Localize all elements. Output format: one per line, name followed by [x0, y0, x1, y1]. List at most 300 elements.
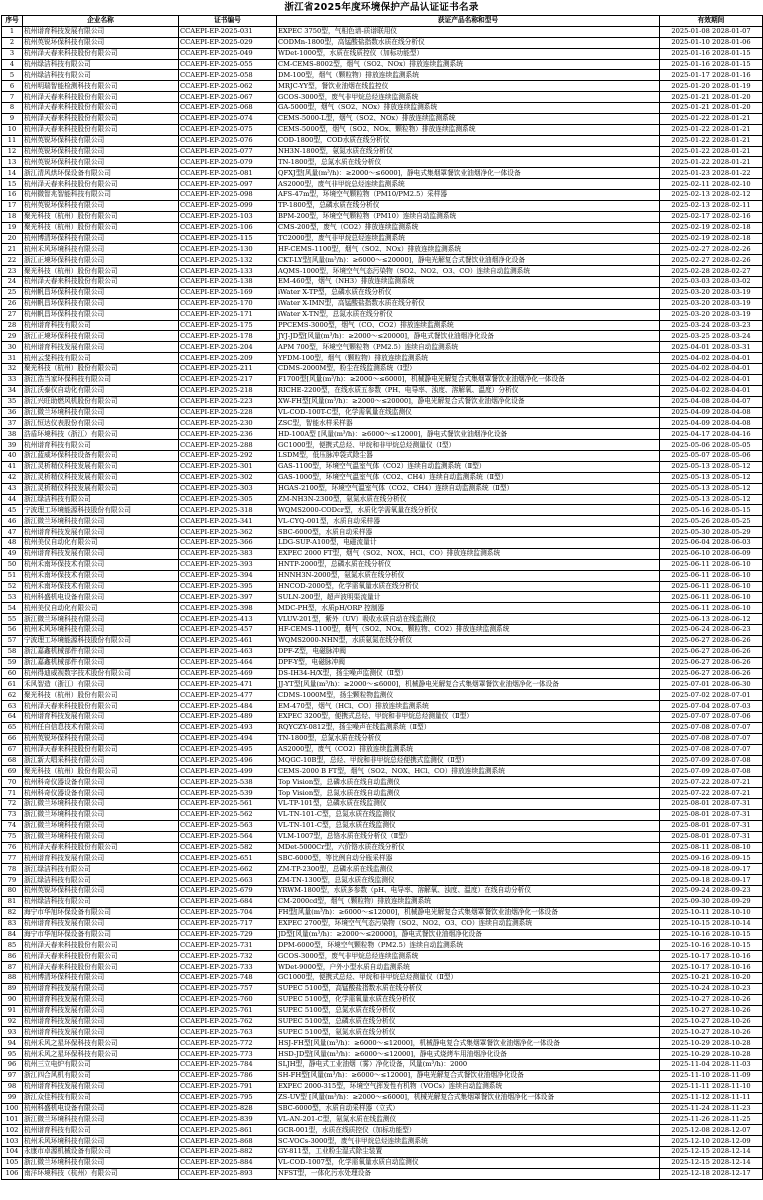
- product-name: ZM-TN-1300型，总氮水质在线监测仪: [277, 875, 660, 886]
- certificate-no: CCAEPI-EP-2025-469: [179, 668, 277, 679]
- row-index: 73: [2, 809, 23, 820]
- company-name: 杭州科盛机电设备有限公司: [23, 1103, 179, 1114]
- company-name: 杭州英锐环保科技有限公司: [23, 157, 179, 168]
- table-row: [2, 983, 763, 994]
- table-row: [2, 820, 763, 831]
- certificate-no: CCAEPI-EP-2025-461: [179, 635, 277, 646]
- company-name: 南洋环境科技（杭州）有限公司: [23, 1168, 179, 1179]
- product-name: APM 700型，环境空气颗粒物（PM2.5）连续自动监测系统: [277, 342, 660, 353]
- validity-period: 2025-01-22 2028-01-21: [660, 135, 763, 146]
- row-index: 25: [2, 287, 23, 298]
- table-row: [2, 179, 763, 190]
- table-row: [2, 668, 763, 679]
- validity-period: 2025-11-11 2028-11-10: [660, 1081, 763, 1092]
- table-body: [2, 26, 763, 1179]
- validity-period: 2025-04-02 2028-04-01: [660, 374, 763, 385]
- certificate-no: CCAEPI-EP-2025-079: [179, 157, 277, 168]
- company-name: 浙江兴旺助燃风机股份有限公司: [23, 396, 179, 407]
- row-index: 85: [2, 940, 23, 951]
- validity-period: 2025-06-27 2028-06-26: [660, 646, 763, 657]
- row-index: 36: [2, 407, 23, 418]
- product-name: HNNH3N-2000型，氨氮水质在线分析仪: [277, 570, 660, 581]
- row-index: 10: [2, 124, 23, 135]
- certificate-no: CCAEPI-EP-2025-791: [179, 1081, 277, 1092]
- product-name: VL-TN-101-C型，总氮水质在线监测仪: [277, 809, 660, 820]
- validity-period: 2025-01-16 2028-01-15: [660, 59, 763, 70]
- validity-period: 2025-04-17 2028-04-16: [660, 429, 763, 440]
- row-index: 26: [2, 298, 23, 309]
- validity-period: 2025-04-01 2028-03-31: [660, 342, 763, 353]
- document-title: 浙江省2025年度环境保护产品认证证书名录: [284, 2, 479, 13]
- company-name: 杭州谱育科技发展有限公司: [23, 983, 179, 994]
- row-index: 75: [2, 831, 23, 842]
- certificate-no: CCAEPI-EP-2025-732: [179, 951, 277, 962]
- product-name: HF-CEMS-1100型，烟气（SO2、NOx、颗粒物、CO2）排放连续监测系统: [277, 625, 660, 636]
- product-name: EXPEC 2000 FT型，烟气（SO2、NOX、HCl、CO）排放连续监测系统: [277, 548, 660, 559]
- product-name: FH型[风量(m³/h)：≥6000～≤12000]，机械静电光解复合式集烟罩餐饮业油烟净化一体设备: [277, 907, 660, 918]
- validity-period: 2025-01-20 2028-01-19: [660, 81, 763, 92]
- validity-period: 2025-07-08 2028-07-07: [660, 744, 763, 755]
- certificate-no: CCAEPI-EP-2025-305: [179, 494, 277, 505]
- company-name: 杭州禾风之星环保科技有限公司: [23, 1038, 179, 1049]
- company-name: 杭州谱育科技发展有限公司: [23, 853, 179, 864]
- product-name: SBC-6000型，水质自动采样器（立式）: [277, 1103, 660, 1114]
- certificate-no: CCAEPI-EP-2025-394: [179, 570, 277, 581]
- company-name: 杭州科奇仪器设备有限公司: [23, 777, 179, 788]
- company-name: 杭州英锐环保科技有限公司: [23, 200, 179, 211]
- product-name: SH-FH型[风量(m³/h)：≥6000～≤12000]，静电光解复合式餐饮业油烟净化设备: [277, 1070, 660, 1081]
- header-row: [2, 16, 763, 27]
- table-row: [2, 907, 763, 918]
- table-row: [2, 287, 763, 298]
- row-index: 31: [2, 353, 23, 364]
- table-row: [2, 603, 763, 614]
- row-index: 70: [2, 777, 23, 788]
- company-name: 杭州帆昌环保科技有限公司: [23, 287, 179, 298]
- row-index: 65: [2, 722, 23, 733]
- validity-period: 2025-04-02 2028-04-01: [660, 364, 763, 375]
- row-index: 76: [2, 842, 23, 853]
- product-name: NH3N-1800型，氨氮水质在线分析仪: [277, 146, 660, 157]
- table-row: [2, 940, 763, 951]
- table-row: [2, 788, 763, 799]
- table-row: [2, 103, 763, 114]
- table-row: [2, 701, 763, 712]
- validity-period: 2025-01-08 2028-01-07: [660, 26, 763, 37]
- company-name: 杭州谱育科技有限公司: [23, 1125, 179, 1136]
- certificate-no: CCAEPI-EP-2025-663: [179, 875, 277, 886]
- row-index: 2: [2, 37, 23, 48]
- certificate-no: CCAEPI-EP-2025-471: [179, 679, 277, 690]
- product-name: XW-FH型[风量(m³/h)：≥2000～≤20000]，静电光解复合式餐饮业油烟净化设备: [277, 396, 660, 407]
- table-row: [2, 548, 763, 559]
- company-name: 浙江微兰环境科技有限公司: [23, 1114, 179, 1125]
- company-name: 聚光科技（杭州）股份有限公司: [23, 222, 179, 233]
- product-name: iWater X-TP型，总磷水质在线分析仪: [277, 287, 660, 298]
- row-index: 80: [2, 886, 23, 897]
- validity-period: 2025-12-08 2028-12-07: [660, 1125, 763, 1136]
- row-index: 13: [2, 157, 23, 168]
- company-name: 聚光科技（杭州）股份有限公司: [23, 266, 179, 277]
- certificate-no: CCAEPI-EP-2025-049: [179, 48, 277, 59]
- company-name: 浙江灵析精仪科技发展有限公司: [23, 461, 179, 472]
- row-index: 44: [2, 494, 23, 505]
- table-row: [2, 320, 763, 331]
- row-index: 57: [2, 635, 23, 646]
- certificate-no: CCAEPI-EP-2025-564: [179, 831, 277, 842]
- company-name: 浙江浩当家环保科技有限公司: [23, 374, 179, 385]
- table-row: [2, 1157, 763, 1168]
- certificate-no: CCAEPI-EP-2025-055: [179, 59, 277, 70]
- certificate-no: CCAEPI-EP-2025-795: [179, 1092, 277, 1103]
- table-row: [2, 973, 763, 984]
- product-name: YFDM-100型，烟气（颗粒物）排放连续监测系统: [277, 353, 660, 364]
- table-row: [2, 26, 763, 37]
- validity-period: 2025-07-09 2028-07-08: [660, 755, 763, 766]
- table-row: [2, 994, 763, 1005]
- certificate-no: CCAEPI-EP-2025-103: [179, 211, 277, 222]
- product-name: ZSC型，智能水样采样器: [277, 418, 660, 429]
- company-name: 杭州泽天春来科技股份有限公司: [23, 103, 179, 114]
- product-name: NFST型，一体化污水处理设备: [277, 1168, 660, 1179]
- validity-period: 2025-03-03 2028-03-02: [660, 277, 763, 288]
- product-name: PPCEMS-3000型，烟气（CO、CO2）排放连续监测系统: [277, 320, 660, 331]
- row-index: 16: [2, 190, 23, 201]
- table-row: [2, 777, 763, 788]
- row-index: 98: [2, 1081, 23, 1092]
- row-index: 9: [2, 113, 23, 124]
- validity-period: 2025-09-30 2028-09-29: [660, 896, 763, 907]
- table-row: [2, 712, 763, 723]
- row-index: 4: [2, 59, 23, 70]
- row-index: 77: [2, 853, 23, 864]
- certificate-no: CCAEPI-EP-2025-757: [179, 983, 277, 994]
- validity-period: 2025-05-30 2028-05-29: [660, 527, 763, 538]
- header-certificate-no: 证书编号: [179, 16, 277, 27]
- product-name: CEMS-2000 B FT型，烟气（SO2、NOX、HCl、CO）排放连续监测系统: [277, 766, 660, 777]
- table-row: [2, 1168, 763, 1179]
- validity-period: 2025-05-13 2028-05-12: [660, 472, 763, 483]
- row-index: 91: [2, 1005, 23, 1016]
- table-row: [2, 755, 763, 766]
- table-row: [2, 298, 763, 309]
- certificate-no: CCAEPI-EP-2025-130: [179, 244, 277, 255]
- row-index: 53: [2, 592, 23, 603]
- product-name: TN-1800型，总氮水质在线分析仪: [277, 733, 660, 744]
- product-name: DPM-6000型，环境空气颗粒物（PM2.5）连续自动监测系统: [277, 940, 660, 951]
- company-name: 杭州泽天春来科技股份有限公司: [23, 744, 179, 755]
- certificate-no: CCAEPI-EP-2025-097: [179, 179, 277, 190]
- row-index: 45: [2, 505, 23, 516]
- certificate-no: CCAEPI-EP-2025-397: [179, 592, 277, 603]
- table-row: [2, 951, 763, 962]
- company-name: 杭州谱育科技发展有限公司: [23, 994, 179, 1005]
- product-name: EM-460型，烟气（NH3）排放连续监测系统: [277, 277, 660, 288]
- table-row: [2, 744, 763, 755]
- row-index: 40: [2, 451, 23, 462]
- certificate-no: CCAEPI-EP-2025-731: [179, 940, 277, 951]
- row-index: 74: [2, 820, 23, 831]
- table-row: [2, 690, 763, 701]
- row-index: 104: [2, 1147, 23, 1158]
- certificate-no: CCAEPI-EP-2025-062: [179, 81, 277, 92]
- product-name: GC1000型，便携式总烃、甲烷和非甲烷总烃测量仪（Ⅱ型）: [277, 973, 660, 984]
- certificate-no: CCAEPI-EP-2025-562: [179, 809, 277, 820]
- validity-period: 2025-04-08 2028-04-07: [660, 396, 763, 407]
- product-name: RICHE-2200型，在线水质五参数（PH、电导率、浊度、溶解氧、温度）分析仪: [277, 385, 660, 396]
- table-row: [2, 875, 763, 886]
- product-name: YRWM-1800型，水质多参数（pH、电导率、溶解氧、浊度、温度）在线自动分析仪: [277, 886, 660, 897]
- certificate-no: CCAEPI-EP-2025-081: [179, 168, 277, 179]
- company-name: 杭州英锐环保科技有限公司: [23, 146, 179, 157]
- product-name: DPF-Y型，电磁脉冲阀: [277, 657, 660, 668]
- company-name: 杭州谱育科技有限公司: [23, 440, 179, 451]
- company-name: 浙江微兰环境科技有限公司: [23, 614, 179, 625]
- table-row: [2, 135, 763, 146]
- company-name: 杭州泽天春来科技股份有限公司: [23, 48, 179, 59]
- validity-period: 2025-03-20 2028-03-19: [660, 309, 763, 320]
- validity-period: 2025-10-27 2028-10-26: [660, 1016, 763, 1027]
- product-name: ZM-TP-2300型，总磷水质在线监测仪: [277, 864, 660, 875]
- certificate-no: CCAEPI-EP-2025-561: [179, 799, 277, 810]
- certificate-no: CCAEPI-EP-2025-395: [179, 581, 277, 592]
- certificate-no: CCAEPI-EP-2025-204: [179, 342, 277, 353]
- table-row: [2, 1103, 763, 1114]
- row-index: 35: [2, 396, 23, 407]
- row-index: 61: [2, 679, 23, 690]
- product-name: CEMS-5000-L型，烟气（SO2、NOx）排放连续监测系统: [277, 113, 660, 124]
- certificate-no: CCAEPI-EP-2025-893: [179, 1168, 277, 1179]
- table-row: [2, 233, 763, 244]
- row-index: 89: [2, 983, 23, 994]
- certificate-no: CCAEPI-EP-2025-074: [179, 113, 277, 124]
- validity-period: 2025-07-22 2028-07-21: [660, 777, 763, 788]
- certificate-no: CCAEPI-EP-2025-171: [179, 309, 277, 320]
- company-name: 杭州美仪自动化有限公司: [23, 603, 179, 614]
- certificate-no: CCAEPI-EP-2025-383: [179, 548, 277, 559]
- company-name: 浙江正境环保科技有限公司: [23, 255, 179, 266]
- product-name: COD-1800型，COD水质在线分析仪: [277, 135, 660, 146]
- certificate-no: CCAEPI-EP-2025-496: [179, 755, 277, 766]
- header-index: 序号: [2, 16, 23, 27]
- table-row: [2, 37, 763, 48]
- certificate-no: CCAEPI-EP-2025-138: [179, 277, 277, 288]
- validity-period: 2025-01-22 2028-01-21: [660, 157, 763, 168]
- validity-period: 2025-07-09 2028-07-08: [660, 766, 763, 777]
- row-index: 96: [2, 1060, 23, 1071]
- product-name: GC1000型，便携式总烃、甲烷和非甲烷总烃测量仪（Ⅰ型）: [277, 440, 660, 451]
- product-name: VL-AN-201-C型，氨氮水质在线监测仪: [277, 1114, 660, 1125]
- table-row: [2, 407, 763, 418]
- validity-period: 2025-01-22 2028-01-21: [660, 124, 763, 135]
- certificate-no: CCAEPI-EP-2025-133: [179, 266, 277, 277]
- certificate-no: CCAEPI-EP-2025-098: [179, 190, 277, 201]
- validity-period: 2025-07-01 2028-06-30: [660, 679, 763, 690]
- product-name: DS-IH34-H/X型，扬尘噪声监测仪（Ⅱ型）: [277, 668, 660, 679]
- company-name: 杭州泽天春来科技股份有限公司: [23, 124, 179, 135]
- product-name: HSJ-FH型[风量(m³/h)：≥6000～≤12000]，机械静电复合式集烟罩餐饮业油烟净化一体设备: [277, 1038, 660, 1049]
- validity-period: 2025-06-11 2028-06-10: [660, 570, 763, 581]
- company-name: 杭州禾风环境科技有限公司: [23, 625, 179, 636]
- certificate-no: CCAEPI-EP-2025-717: [179, 918, 277, 929]
- product-name: CDMS-2000M型，粉尘在线监测系统（I型）: [277, 364, 660, 375]
- validity-period: 2025-06-27 2028-06-26: [660, 635, 763, 646]
- product-name: VL-TP-101型，总磷水质在线监测仪: [277, 799, 660, 810]
- table-row: [2, 472, 763, 483]
- product-name: MDet-5000Cr型，六价铬水质在线分析仪: [277, 842, 660, 853]
- company-name: 杭州绿洁科技有限公司: [23, 59, 179, 70]
- row-index: 103: [2, 1136, 23, 1147]
- company-name: 杭州禾南环保技术有限公司: [23, 581, 179, 592]
- row-index: 41: [2, 461, 23, 472]
- row-index: 55: [2, 614, 23, 625]
- table-row: [2, 853, 763, 864]
- product-name: HNCOD-2000型，化学需氧量水质在线分析仪: [277, 581, 660, 592]
- certificate-no: CCAEPI-EP-2025-861: [179, 1125, 277, 1136]
- validity-period: 2025-04-02 2028-04-01: [660, 385, 763, 396]
- product-name: GCOS-3000型，废气非甲烷总烃连续监测系统: [277, 92, 660, 103]
- company-name: 杭州科盛机电设备有限公司: [23, 592, 179, 603]
- certificate-no: CCAEPI-EP-2025-236: [179, 429, 277, 440]
- validity-period: 2025-10-29 2028-10-28: [660, 1038, 763, 1049]
- validity-period: 2025-10-15 2028-10-14: [660, 918, 763, 929]
- product-name: GAS-1100型，环境空气温室气体（CO2）连续自动监测系统（Ⅱ型）: [277, 461, 660, 472]
- table-row: [2, 538, 763, 549]
- row-index: 60: [2, 668, 23, 679]
- company-name: 浙江沃泰仪自动化有限公司: [23, 385, 179, 396]
- validity-period: 2025-03-24 2028-03-23: [660, 320, 763, 331]
- certificate-no: CCAEPI-EP-2025-748: [179, 973, 277, 984]
- certificate-no: CCAEPI-EP-2025-029: [179, 37, 277, 48]
- table-row: [2, 277, 763, 288]
- row-index: 99: [2, 1092, 23, 1103]
- certificate-no: CCAEPI-EP-2025-761: [179, 1005, 277, 1016]
- certificate-no: CCAEPI-EP-2025-539: [179, 788, 277, 799]
- product-name: iWater X-IMN型，高锰酸盐指数水质在线分析仪: [277, 298, 660, 309]
- validity-period: 2025-06-24 2028-06-23: [660, 625, 763, 636]
- product-name: CMS-200型，废气（CO2）排放连续监测系统: [277, 222, 660, 233]
- table-row: [2, 809, 763, 820]
- validity-period: 2025-10-16 2028-10-15: [660, 929, 763, 940]
- row-index: 62: [2, 690, 23, 701]
- product-name: HGAS-2100型，环境空气温室气体（CO2、CH4）连续自动监测系统（Ⅱ型）: [277, 483, 660, 494]
- row-index: 90: [2, 994, 23, 1005]
- validity-period: 2025-05-13 2028-05-12: [660, 461, 763, 472]
- company-name: 杭州英锐环保科技有限公司: [23, 37, 179, 48]
- certificate-no: CCAEPI-EP-2025-217: [179, 374, 277, 385]
- product-name: HNTP-2000型，总磷水质在线分析仪: [277, 559, 660, 570]
- validity-period: 2025-03-25 2028-03-24: [660, 331, 763, 342]
- company-name: 浙江众佳科技有限公司: [23, 1092, 179, 1103]
- row-index: 88: [2, 973, 23, 984]
- row-index: 66: [2, 733, 23, 744]
- row-index: 20: [2, 233, 23, 244]
- validity-period: 2025-07-07 2028-07-06: [660, 712, 763, 723]
- product-name: HSD-JD型[风量(m³/h)：≥6000～≤12000]，静电式烧烤车用油烟净化设备: [277, 1049, 660, 1060]
- table-row: [2, 842, 763, 853]
- product-name: VLUV-201型，紫外（UV）吸收水质自动在线监测仪: [277, 614, 660, 625]
- product-name: WDet-9000型，户外小型水质自动监测系统: [277, 962, 660, 973]
- row-index: 87: [2, 962, 23, 973]
- table-row: [2, 309, 763, 320]
- company-name: 浙江嘉鑫机械部件有限公司: [23, 657, 179, 668]
- table-row: [2, 559, 763, 570]
- product-name: EXPEC 2700型，环境空气气态污染物（SO2、NO2、O3、CO）连续自动监测系统: [277, 918, 660, 929]
- product-name: CKT-LY型[风量(m³/h)：≥6000～≤20000]，静电光解复合式餐饮业油烟净化设备: [277, 255, 660, 266]
- company-name: 宁波理工环境能源科技股份有限公司: [23, 635, 179, 646]
- company-name: 杭州任自信息技术有限公司: [23, 722, 179, 733]
- company-name: 浙江恒达仪表股份有限公司: [23, 418, 179, 429]
- table-row: [2, 113, 763, 124]
- certificate-no: CCAEPI-EP-2025-393: [179, 559, 277, 570]
- product-name: RQYCZY-0812型，扬尘噪声在线监测系统（Ⅱ型）: [277, 722, 660, 733]
- row-index: 69: [2, 766, 23, 777]
- table-row: [2, 124, 763, 135]
- validity-period: 2025-08-01 2028-07-31: [660, 799, 763, 810]
- table-row: [2, 211, 763, 222]
- product-name: EXPEC 3750型，气相色谱-质谱联用仪: [277, 26, 660, 37]
- company-name: 杭州泽天春来科技股份有限公司: [23, 701, 179, 712]
- validity-period: 2025-11-10 2028-11-09: [660, 1070, 763, 1081]
- table-row: [2, 451, 763, 462]
- product-name: TN-1800型，总氮水质在线分析仪: [277, 157, 660, 168]
- product-name: GY-811型，工业粉尘湿式除尘装置: [277, 1147, 660, 1158]
- certificate-no: CCAEPI-EP-2025-651: [179, 853, 277, 864]
- row-index: 50: [2, 559, 23, 570]
- company-name: 杭州谱育科技发展有限公司: [23, 1027, 179, 1038]
- row-index: 30: [2, 342, 23, 353]
- product-name: iWater X-TN型，总氮水质在线分析仪: [277, 309, 660, 320]
- table-row: [2, 625, 763, 636]
- table-row: [2, 92, 763, 103]
- validity-period: 2025-10-16 2028-10-15: [660, 940, 763, 951]
- certificate-no: CCAEPI-EP-2025-302: [179, 472, 277, 483]
- validity-period: 2025-10-17 2028-10-16: [660, 962, 763, 973]
- row-index: 46: [2, 516, 23, 527]
- validity-period: 2025-06-13 2028-06-12: [660, 614, 763, 625]
- company-name: 杭州英锐环保科技有限公司: [23, 135, 179, 146]
- company-name: 杭州英锐环保科技有限公司: [23, 886, 179, 897]
- table-row: [2, 418, 763, 429]
- product-name: VLM-1007型，总铬水质在线分析仪（Ⅱ型）: [277, 831, 660, 842]
- product-name: MDC-PH型，水质pH/ORP 控制器: [277, 603, 660, 614]
- validity-period: 2025-05-07 2028-05-06: [660, 451, 763, 462]
- row-index: 8: [2, 103, 23, 114]
- company-name: 杭州禾风环境科技有限公司: [23, 1136, 179, 1147]
- row-index: 105: [2, 1157, 23, 1168]
- table-row: [2, 255, 763, 266]
- product-name: SUPEC 5100型，总磷水质在线分析仪: [277, 1016, 660, 1027]
- product-name: TC2000型，废气非甲烷总烃连续监测系统: [277, 233, 660, 244]
- validity-period: 2025-07-04 2028-07-03: [660, 701, 763, 712]
- product-name: VL-COD-100T-C型，化学需氧量在线监测仪: [277, 407, 660, 418]
- certificate-no: CCAEPI-EP-2025-762: [179, 1016, 277, 1027]
- validity-period: 2025-12-15 2028-12-14: [660, 1157, 763, 1168]
- table-row: [2, 1147, 763, 1158]
- header-company: 企业名称: [23, 16, 179, 27]
- row-index: 51: [2, 570, 23, 581]
- company-name: 杭州绿洁科技有限公司: [23, 70, 179, 81]
- table-row: [2, 483, 763, 494]
- row-index: 81: [2, 896, 23, 907]
- product-name: EXPEC 2000-315型，环境空气挥发性有机物（VOCs）连续自动监测系统: [277, 1081, 660, 1092]
- company-name: 杭州禾南环保技术有限公司: [23, 570, 179, 581]
- validity-period: 2025-07-02 2028-07-01: [660, 690, 763, 701]
- validity-period: 2025-06-10 2028-06-09: [660, 548, 763, 559]
- table-row: [2, 396, 763, 407]
- company-name: 杭州谱育科技发展有限公司: [23, 548, 179, 559]
- product-name: SBC-6000型，水质自动采样器: [277, 527, 660, 538]
